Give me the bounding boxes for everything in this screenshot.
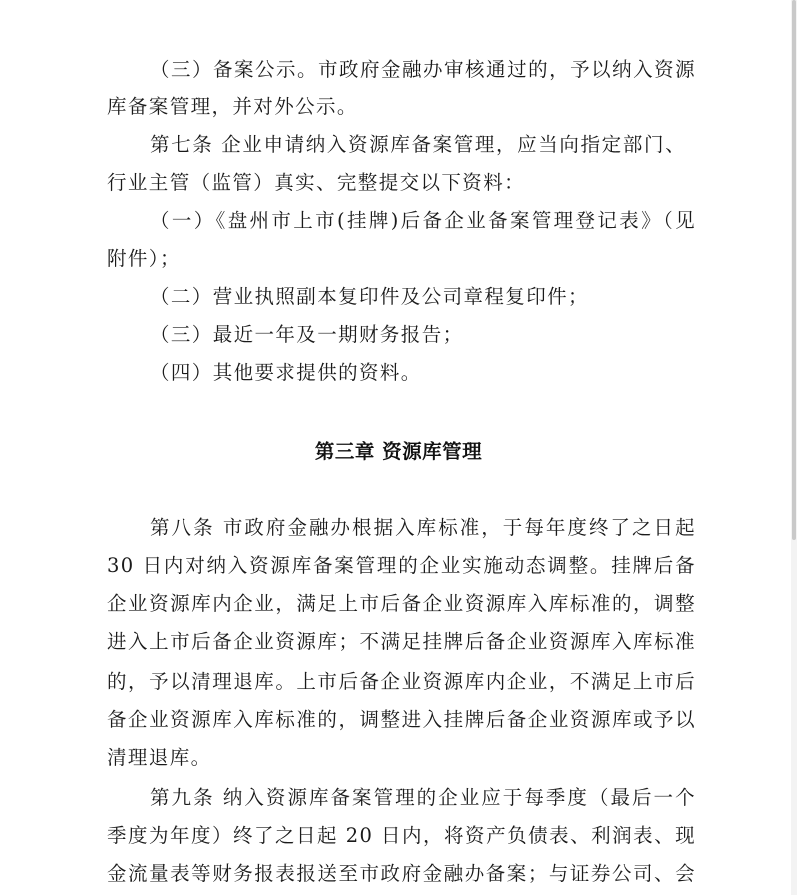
- text-line: 第七条 企业申请纳入资源库备案管理，应当向指定部门、: [150, 133, 686, 156]
- text-line: （一）《盘州市上市(挂牌)后备企业备案管理登记表》（见: [150, 209, 696, 232]
- text-line: 季度为年度）终了之日起 20 日内，将资产负债表、利润表、现: [107, 824, 696, 847]
- text-line: 金流量表等财务报表报送至市政府金融办备案；与证券公司、会: [107, 862, 696, 885]
- text-line: （三）备案公示。市政府金融办审核通过的，予以纳入资源: [150, 58, 696, 81]
- text-line: 附件）；: [107, 247, 181, 270]
- scrollbar-thumb[interactable]: [792, 0, 796, 540]
- chapter-heading: 第三章 资源库管理: [314, 440, 483, 463]
- text-line: （三）最近一年及一期财务报告；: [150, 323, 464, 346]
- text-line: 行业主管（监管）真实、完整提交以下资料：: [107, 171, 526, 194]
- text-line: 库备案管理，并对外公示。: [107, 95, 358, 118]
- text-line: （四）其他要求提供的资料。: [150, 361, 422, 384]
- text-line: 进入上市后备企业资源库；不满足挂牌后备企业资源库入库标准: [107, 630, 696, 653]
- vertical-scrollbar[interactable]: [791, 0, 797, 895]
- text-line: 清理退库。: [107, 746, 212, 769]
- text-line: 第九条 纳入资源库备案管理的企业应于每季度（最后一个: [150, 786, 696, 809]
- text-line: 第八条 市政府金融办根据入库标准，于每年度终了之日起: [150, 516, 696, 539]
- text-line: 30 日内对纳入资源库备案管理的企业实施动态调整。挂牌后备: [107, 554, 696, 577]
- text-line: 备企业资源库入库标准的，调整进入挂牌后备企业资源库或予以: [107, 708, 696, 731]
- text-line: 企业资源库内企业，满足上市后备企业资源库入库标准的，调整: [107, 592, 696, 615]
- text-line: 的，予以清理退库。上市后备企业资源库内企业，不满足上市后: [107, 670, 696, 693]
- text-line: （二）营业执照副本复印件及公司章程复印件；: [150, 285, 589, 308]
